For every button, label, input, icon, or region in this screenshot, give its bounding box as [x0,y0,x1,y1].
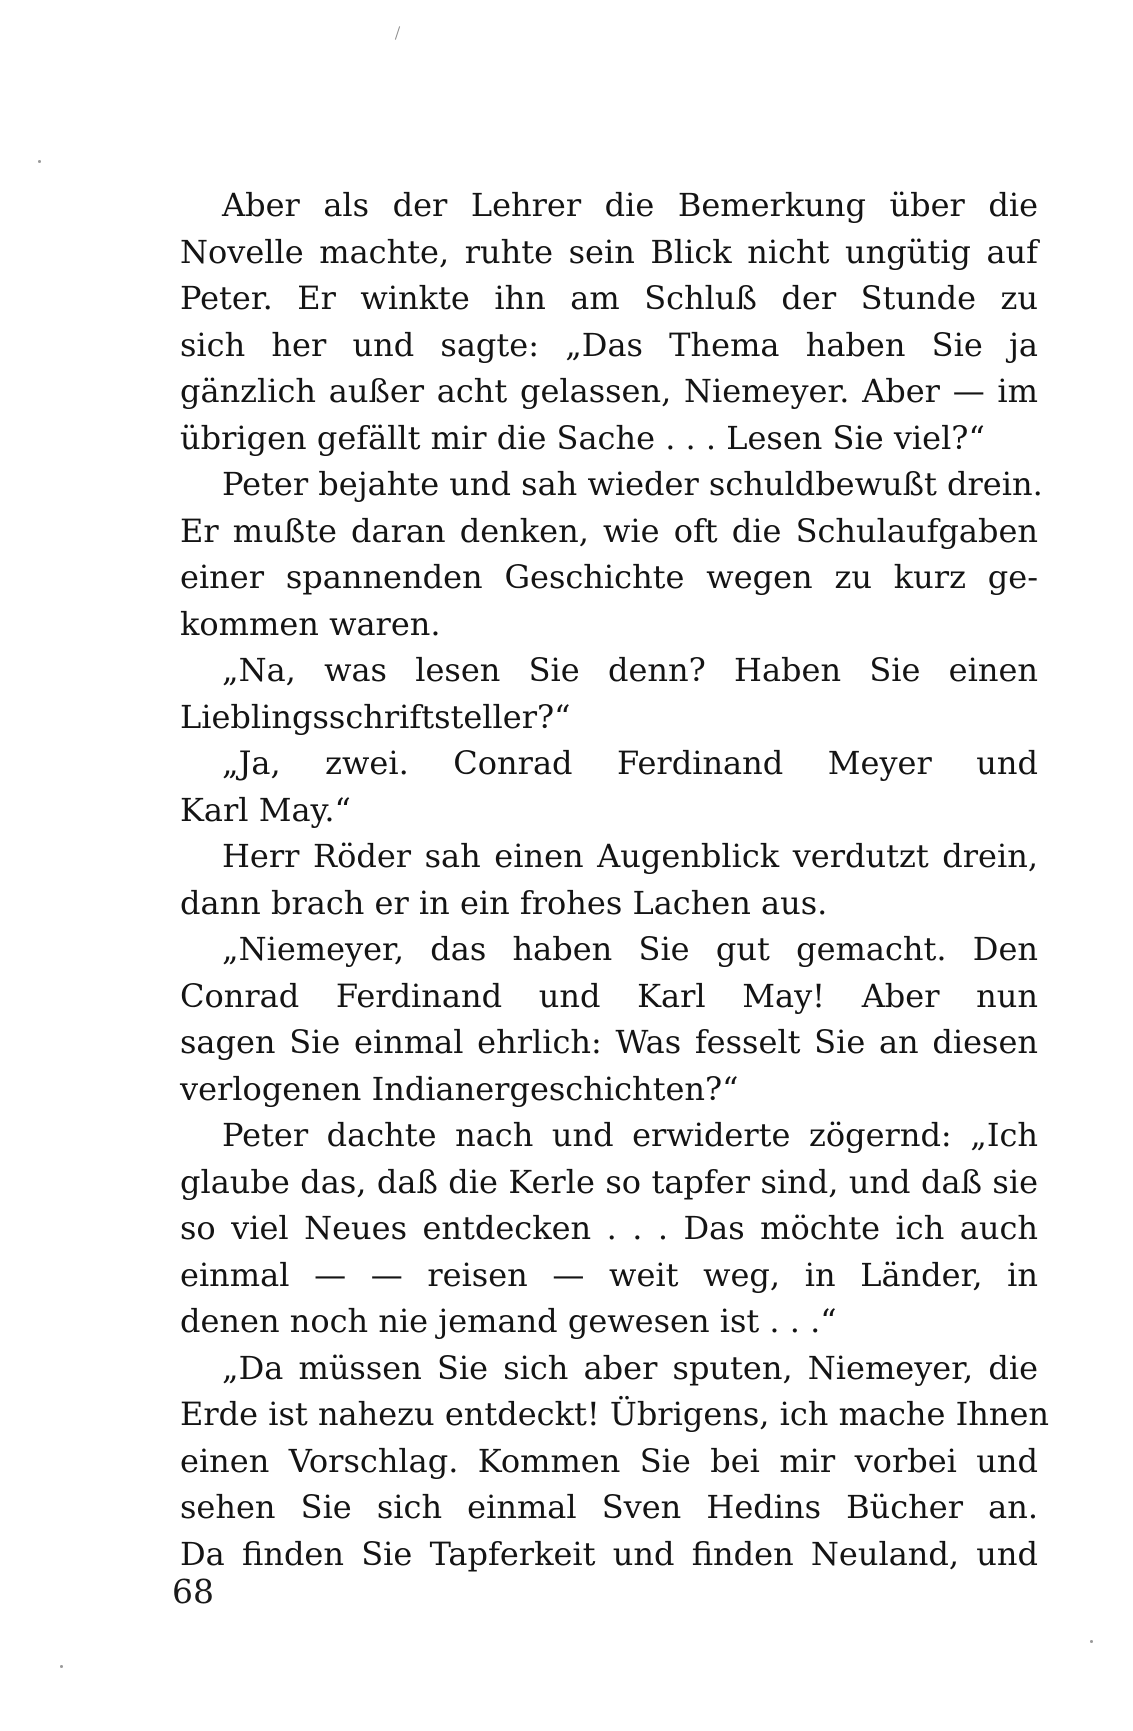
text-line: Peter. Er winkte ihn am Schluß der Stunde zu [180,279,1038,317]
scan-mark [395,26,400,40]
scan-speck [38,160,41,163]
text-line: Peter bejahte und sah wieder schuldbewußt drein. [222,465,1043,503]
page-number: 68 [172,1572,214,1611]
text-line: Novelle machte, ruhte sein Blick nicht ungütig auf [180,232,1038,271]
text-line: „Na, was lesen Sie denn? Haben Sie einen [222,651,1038,689]
text-line: so viel Neues entdecken . . . Das möchte ich auch [180,1209,1038,1247]
text-line: sehen Sie sich einmal Sven Hedins Bücher an. [180,1488,1038,1526]
text-line: „Niemeyer, das haben Sie gut gemacht. Den [222,930,1038,968]
text-line: Peter dachte nach und erwiderte zögernd: „Ich [222,1116,1038,1154]
text-line: „Da müssen Sie sich aber sputen, Niemeyer, die [222,1348,1038,1387]
text-line: Herr Röder sah einen Augenblick verdutzt drein, [222,837,1038,875]
scan-speck [60,1665,63,1668]
text-line: Karl May.“ [180,790,351,829]
text-line: gänzlich außer acht gelassen, Niemeyer. Aber — im [180,372,1038,410]
text-line: einer spannenden Geschichte wegen zu kurz ge- [180,558,1038,596]
text-line: Aber als der Lehrer die Bemerkung über die [222,186,1038,224]
body-text [180,182,1050,1577]
text-line: Conrad Ferdinand und Karl May! Aber nun [180,976,1038,1015]
text-line: denen noch nie jemand gewesen ist . . .“ [180,1302,837,1340]
text-line: einen Vorschlag. Kommen Sie bei mir vorbei und [180,1441,1038,1480]
text-line: kommen waren. [180,604,441,643]
text-line: einmal — — reisen — weit weg, in Länder, in [180,1255,1038,1294]
text-line: Erde ist nahezu entdeckt! Übrigens, ich mache Ihnen [180,1395,1050,1433]
text-line: dann brach er in ein frohes Lachen aus. [180,883,828,922]
text-line: glaube das, daß die Kerle so tapfer sind, und daß sie [180,1162,1038,1201]
text-line: „Ja, zwei. Conrad Ferdinand Meyer und [222,744,1038,782]
text-line: Er mußte daran denken, wie oft die Schulaufgaben [180,511,1038,550]
text-line: sagen Sie einmal ehrlich: Was fesselt Sie an diesen [180,1023,1038,1061]
text-line: Da finden Sie Tapferkeit und finden Neuland, und [180,1534,1038,1573]
text-line: sich her und sagte: „Das Thema haben Sie ja [180,325,1038,364]
text-line: verlogenen Indianergeschichten?“ [180,1069,739,1108]
text-line: Lieblingsschriftsteller?“ [180,697,571,736]
scan-speck [1090,1640,1093,1643]
text-line: übrigen gefällt mir die Sache . . . Lesen Sie viel?“ [180,418,985,457]
